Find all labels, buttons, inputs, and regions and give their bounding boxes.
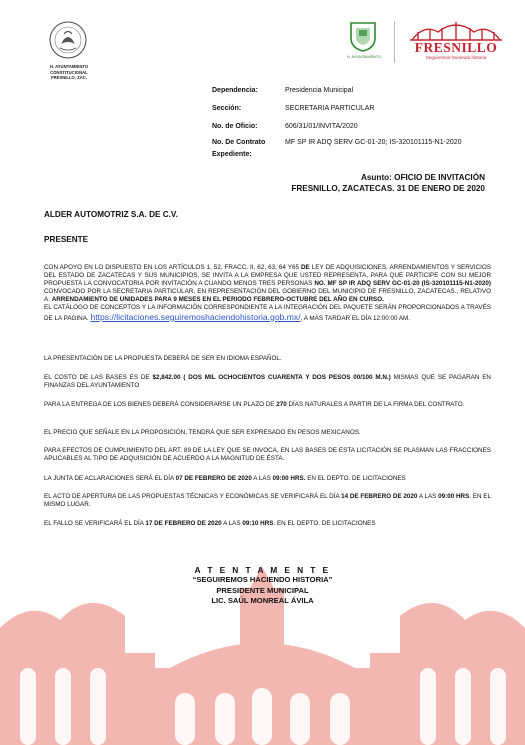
closing: A T E N T A M E N T E <box>194 565 331 575</box>
meta-value: 606/31/01/INVITA/2020 <box>285 123 358 130</box>
greeting: PRESENTE <box>44 235 89 244</box>
meta-label: Sección: <box>212 105 242 112</box>
municipal-shield-icon <box>347 20 379 52</box>
meta-value: MF SP IR ADQ SERV GC-01-20; IS-320101115-N1-2020 <box>285 139 462 146</box>
emblem-caption: H. AYUNTAMIENTO <box>346 55 382 59</box>
licitaciones-link[interactable]: https://licitaciones.seguiremoshaciendohistoria.gob.mx/ <box>90 311 301 322</box>
paragraph-currency: EL PRECIO QUE SEÑALE EN LA PROPOSICIÓN, TENDRÁ QUE SER EXPRESADO EN PESOS MEXICANOS. <box>44 429 361 436</box>
signature-block <box>0 565 525 607</box>
fresnillo-slogan: Seguiremos haciendo historia <box>425 55 487 60</box>
header-divider <box>394 21 395 63</box>
subject-block <box>185 172 485 194</box>
paragraph-invitation: CON APOYO EN LO DISPUESTO EN LOS ARTÍCULOS 1, 52, FRACC. II, 62, 63, 64 Y65 DE LEY DE ADQUISICIONES, ARRENDAMIENTOS Y SERVICIOS DEL ESTADO DE ZACATECAS Y SUS MUNICIPIOS, SE INVITA A LA EMPRESA QUE USTED REPRESENTA, PARA QUE PARTICIPE CON SU MEJOR PROPUESTA LA CONVOCATORIA POR INVITACIÓN A CUANDO MENOS TRES PERSONAS NO. MF SP IR ADQ SERV GC-01-20 (IS-320101115-N1-2020) CONVOCADO POR LA SECRETARIA PARTICULAR, EN REPRESENTACIÓN DEL GOBIERNO DEL MUNICIPIO DE FRESNILLO, ZACATECAS., RELATIVO A: ARRENDAMIENTO DE UNIDADES PARA 9 MESES EN EL PERIODO FEBRERO-OCTUBRE DEL AÑO EN CURSO. EL CATÁLOGO DE CONCEPTOS Y LA INFORMACIÓN CORRESPONDIENTE A LA INTEGRACIÓN DEL PAQUETE SERÁN PROPORCIONADOS A TRAVÉS DE LA PAGINA. https://licitaciones.seguiremoshaciendohistoria.gob.mx/, A MÁS TARDAR EL DÍA 12:00:00 AM. <box>44 264 492 322</box>
paragraph-clarifications: LA JUNTA DE ACLARACIONES SERÁ EL DÍA 07 DE FEBRERO DE 2020 A LAS 09:00 HRS. EN EL DEPTO. DE LICITACIONES <box>44 475 406 482</box>
paragraph-opening: EL ACTO DE APERTURA DE LAS PROPUESTAS TÉCNICAS Y ECONÓMICAS SE VERIFICARÁ EL DÍA 14 DE FEBRERO DE 2020 A LAS 09:00 HRS. EN EL MISMO LUGAR. <box>44 493 491 509</box>
paragraph-ruling: EL FALLO SE VERIFICARÁ EL DÍA 17 DE FEBRERO DE 2020 A LAS 09:10 HRS. EN EL DEPTO. DE LICITACIONES <box>44 520 376 527</box>
meta-label: Dependencia: <box>212 87 258 94</box>
paragraph-language: LA PRESENTACIÓN DE LA PROPUESTA DEBERÁ DE SER EN IDIOMA ESPAÑOL. <box>44 355 282 362</box>
paragraph-article-89: PARA EFECTOS DE CUMPLIMIENTO DEL ART. 89 DE LA LEY QUE SE INVOCA, EN LAS BASES DE ESTA LICITACIÓN SE PLASMAN LAS FRACCIONES APLICABLES AL TIPO DE ADQUISICIÓN DE ACUERDO A LA MAGNITUD DE ÉSTA. <box>44 447 491 463</box>
signer-title: PRESIDENTE MUNICIPAL <box>216 585 309 595</box>
subject-line: Asunto: OFICIO DE INVITACIÓN <box>360 173 485 182</box>
meta-value: SECRETARIA PARTICULAR <box>285 105 375 112</box>
signer-name: LIC. SAÚL MONREAL ÁVILA <box>211 596 314 606</box>
mexican-coat-of-arms-icon <box>48 20 88 60</box>
meta-value: Presidencia Municipal <box>285 87 354 94</box>
paragraph-delivery: PARA LA ENTREGA DE LOS BIENES DEBERÁ CONSIDERARSE UN PLAZO DE 270 DÍAS NATURALES A PARTIR DE LA FIRMA DEL CONTRATO. <box>44 401 465 408</box>
seal-caption: H. AYUNTAMIENTO CONSTITUCIONAL FRESNILLO, ZAC. <box>49 64 89 80</box>
meta-label: No. De Contrato <box>212 139 266 146</box>
meta-label: No. de Oficio: <box>212 123 258 130</box>
addressee: ALDER AUTOMOTRIZ S.A. DE C.V. <box>44 210 178 219</box>
fresnillo-wordmark: FRESNILLO <box>414 40 498 55</box>
place-date-line: FRESNILLO, ZACATECAS. 31 DE ENERO DE 2020 <box>291 184 485 193</box>
meta-label: Expediente: <box>212 151 252 158</box>
motto: “SEGUIREMOS HACIENDO HISTORIA” <box>192 575 333 585</box>
paragraph-cost: EL COSTO DE LAS BASES ES DE $2,842.00 ( DOS MIL OCHOCIENTOS CUARENTA Y DOS PESOS 00/100 M.N.) MISMAS QUE SE PAGARAN EN FINANZAS DEL AYUNTAMIENTO <box>44 374 491 390</box>
